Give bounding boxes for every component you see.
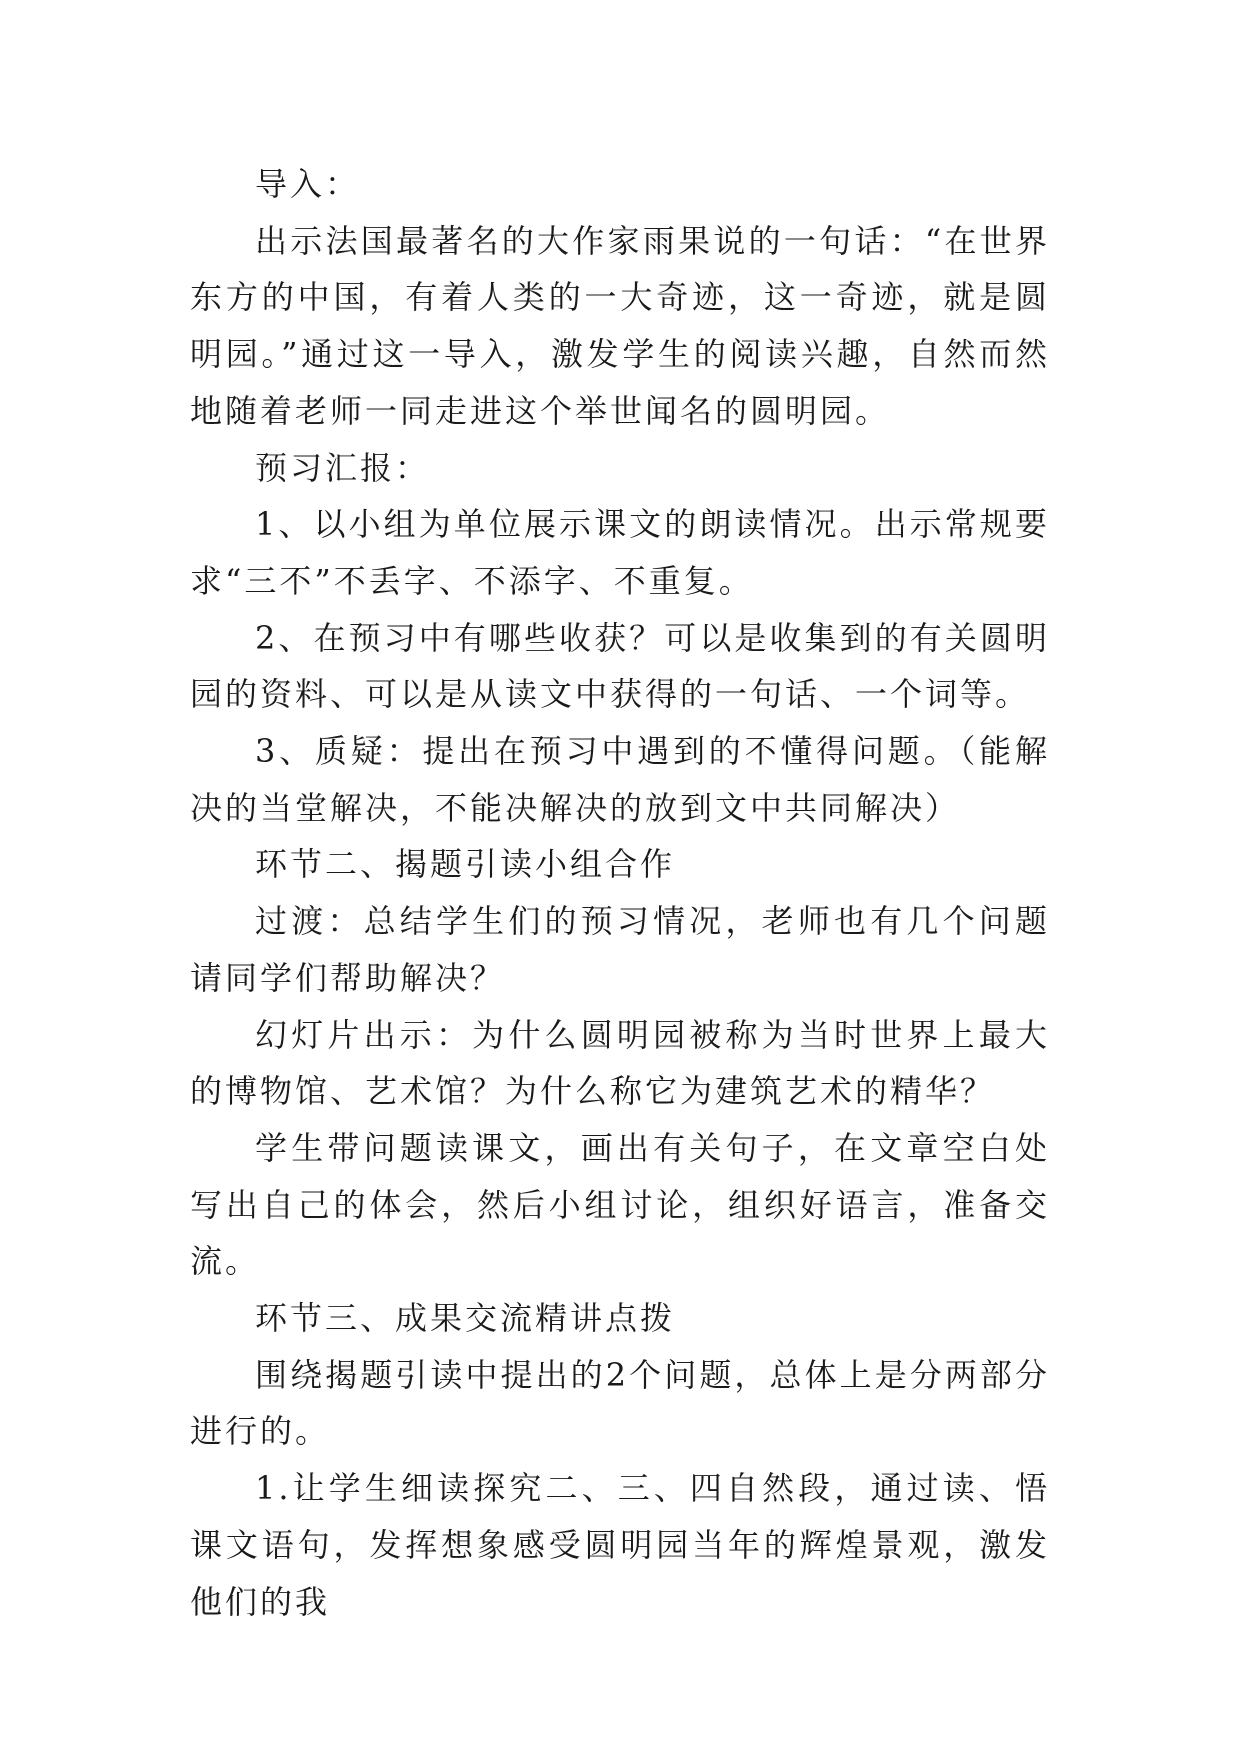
document-body <box>190 156 1050 1630</box>
paragraph-section-two-heading: 环节二、揭题引读小组合作 <box>255 845 676 884</box>
paragraph-two-questions: 围绕揭题引读中提出的2个问题，总体上是分两部分进行的。 <box>190 1355 1050 1451</box>
paragraph-intro-heading: 导入： <box>255 165 361 203</box>
paragraph-preview-item-2: 2、在预习中有哪些收获？可以是收集到的有关圆明园的资料、可以是从读文中获得的一句话、一个词等。 <box>190 618 1050 714</box>
paragraph-preview-heading: 预习汇报： <box>255 448 431 487</box>
paragraph-step-one: 1.让学生细读探究二、三、四自然段，通过读、悟课文语句，发挥想象感受圆明园当年的辉煌景观，激发他们的我 <box>190 1469 1050 1621</box>
paragraph-student-task: 学生带问题读课文，画出有关句子，在文章空白处写出自己的体会，然后小组讨论，组织好语言，准备交流。 <box>190 1128 1050 1281</box>
paragraph-slide-questions: 幻灯片出示：为什么圆明园被称为当时世界上最大的博物馆、艺术馆？为什么称它为建筑艺术的精华？ <box>190 1015 1050 1111</box>
paragraph-intro-text: 出示法国最著名的大作家雨果说的一句话：“在世界东方的中国，有着人类的一大奇迹，这一奇迹，就是圆明园。”通过这一导入，激发学生的阅读兴趣，自然而然地随着老师一同走进这个举世闻名的圆明园。 <box>190 221 1050 430</box>
paragraph-preview-item-1: 1、以小组为单位展示课文的朗读情况。出示常规要求“三不”不丢字、不添字、不重复。 <box>190 505 1050 600</box>
paragraph-section-three-heading: 环节三、成果交流精讲点拨 <box>255 1299 676 1338</box>
paragraph-transition: 过渡：总结学生们的预习情况，老师也有几个问题请同学们帮助解决？ <box>190 902 1050 997</box>
paragraph-preview-item-3: 3、质疑：提出在预习中遇到的不懂得问题。（能解决的当堂解决，不能决解决的放到文中共同解决） <box>190 732 1050 827</box>
